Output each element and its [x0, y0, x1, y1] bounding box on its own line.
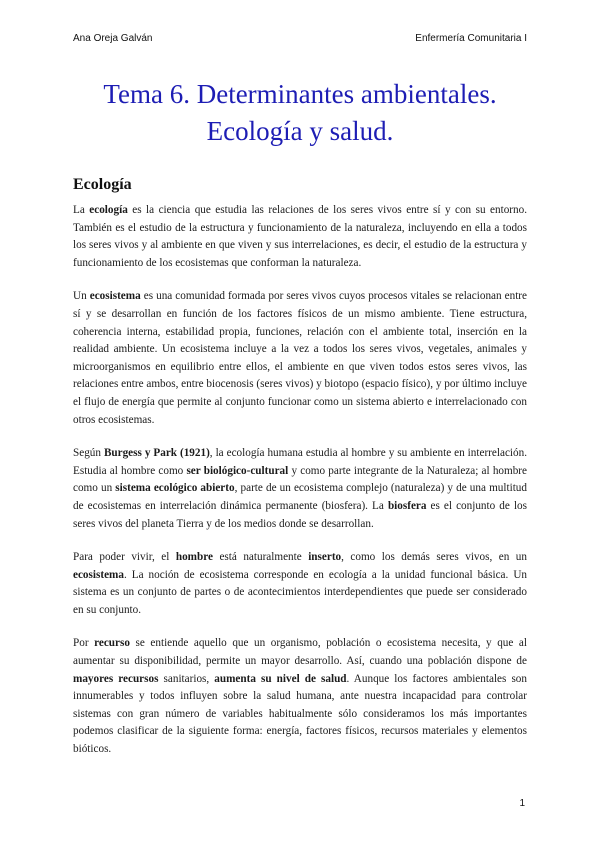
- text-run: sanitarios,: [158, 672, 215, 685]
- bold-term: mayores recursos: [73, 672, 159, 685]
- text-run: es el conjunto de los seres vivos del planeta Tierra y de los medios donde se desarrollan.: [73, 499, 527, 530]
- text-run: Por: [73, 637, 95, 650]
- text-run: Según: [73, 447, 104, 460]
- page-header: [73, 33, 527, 44]
- bold-term: ser biológico-cultural: [186, 464, 289, 477]
- text-run: está naturalmente: [212, 551, 309, 564]
- text-run: , parte de un ecosistema complejo (naturaleza) y de una multitud de ecosistemas en interrelación dinámica permanente (biosfera). La: [73, 482, 527, 512]
- text-run: , la ecología humana estudia al hombre y su ambiente en interrelación. Estudia al hombre como: [73, 447, 527, 477]
- page-number: 1: [519, 798, 525, 809]
- paragraph-ecologia: [73, 202, 527, 272]
- paragraph-ecosistema: [73, 288, 527, 429]
- text-run: La: [73, 204, 90, 216]
- bold-term: ecosistema: [73, 568, 124, 581]
- bold-term: hombre: [175, 551, 213, 564]
- text-run: y como parte integrante de la Naturaleza; al hombre como un: [73, 464, 528, 495]
- text-run: , como los demás seres vivos, en un: [341, 551, 527, 564]
- title-line-2: Ecología y salud.: [206, 116, 394, 146]
- text-run: . Aunque los factores ambientales son innumerables y todos influyen sobre la salud humana, ante nuestra incapacidad para controlar sistemas con gran número de variables habitualmente sólo consideramos los más importantes podemos clasificar de la siguiente forma: energía, factores físicos, recursos materiales y elementos bióticos.: [73, 672, 527, 756]
- body-text: [73, 202, 527, 775]
- bold-term: ecosistema: [89, 290, 141, 303]
- bold-term: recurso: [94, 637, 130, 650]
- bold-term: biosfera: [387, 499, 427, 512]
- bold-term: inserto: [308, 551, 342, 564]
- bold-term: sistema ecológico abierto: [115, 482, 235, 495]
- page-title: [60, 76, 540, 150]
- text-run: Un: [73, 290, 90, 303]
- text-run: es la ciencia que estudia las relaciones de los seres vivos entre sí y con su entorno. También es el estudio de la estructura y funcionamiento de la naturaleza, incluyendo en ella a todos los seres vivos y al ambiente en que viven y sus interrelaciones, es decir, el estudio de la estructura y funcionamiento de los ecosistemas que conforman la naturaleza.: [73, 204, 527, 269]
- text-run: Para poder vivir, el: [73, 551, 176, 564]
- text-run: . La noción de ecosistema corresponde en ecología a la unidad funcional básica. Un sistema es un conjunto de partes o de acontecimientos interdependientes que puede ser considerado en su conjunto.: [73, 568, 527, 616]
- text-run: se entiende aquello que un organismo, población o ecosistema necesita, y que al aumentar su disponibilidad, permite un mayor desarrollo. Así, cuando una población dispone de: [73, 637, 527, 668]
- bold-term: ecología: [89, 204, 128, 216]
- section-heading: Ecología: [73, 176, 132, 193]
- paragraph-hombre: [73, 549, 527, 619]
- header-course: Enfermería Comunitaria I: [415, 33, 527, 44]
- paragraph-burgess-park: [73, 445, 527, 533]
- header-author: Ana Oreja Galván: [73, 33, 153, 44]
- paragraph-recurso: [73, 635, 527, 758]
- title-line-1: Tema 6. Determinantes ambientales.: [103, 79, 497, 109]
- text-run: es una comunidad formada por seres vivos cuyos procesos vitales se relacionan entre sí y se desarrollan en función de los factores físicos de un mismo ambiente. Tiene estructura, coherencia interna, estabilidad propia, funciones, relación con el ambiente total, inserción en la realidad ambiente. Un ecosistema incluye a la vez a todos los seres vivos, vegetales, animales y microorganismos en equilibrio entre ellos, el ambiente en que viven todos estos seres vivos, las relaciones entre ambos, entre biocenosis (seres vivos) y biotopo (espacio físico), y por último incluye el flujo de energía que permite al conjunto funcionar como un sistema abierto e interrelacionado con otros ecosistemas.: [73, 290, 527, 426]
- bold-term: Burgess y Park (1921): [103, 447, 210, 460]
- bold-term: aumenta su nivel de salud: [214, 672, 347, 685]
